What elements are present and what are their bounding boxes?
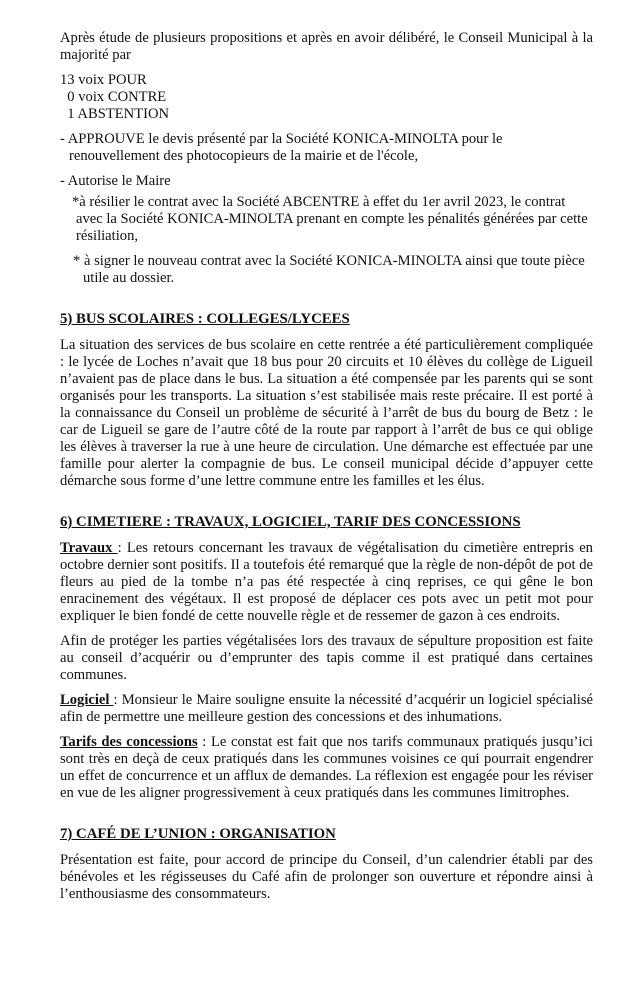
authorize-item: - Autorise le Maire [60,173,171,189]
section-5-heading: 5) BUS SCOLAIRES : COLLEGES/LYCEES [60,311,350,327]
authorize-subitem-resiliation: *à résilier le contrat avec la Société ABCENTRE à effet du 1er avril 2023, le contrat avec la Société KONICA-MINOLTA prenant en compte les pénalités générées par cette résiliation, [72,194,588,244]
vote-results [60,72,593,123]
vote-contre: 0 voix CONTRE [60,89,167,105]
section-5-text: La situation des services de bus scolaire en cette rentrée a été particulièrement compliquée : le lycée de Loches n’avait que 18 bus pour 20 circuits et 10 élèves du collège de Ligueil n’avaient pas de place dans le bus. La situation a été compensée par les parents qui se sont organisés pour les transports. La situation s’est stabilisée mais reste précaire. Il est porté à la connaissance du Conseil un problème de sécurité à l’arrêt de bus du bourg de Betz : le car de Ligueil se gare de l’autre côté de la route par rapport à l’arrêt de bus ce qui oblige les élèves à traverser la rue à une heure de circulation. Une démarche est effectuée par une famille pour alerter la compagnie de bus. Le conseil municipal décide d’appuyer cette démarche sous forme d’une lettre commune entre les familles et les élus. [60,337,593,489]
tarifs-text: : Le constat est fait que nos tarifs communaux pratiqués jusqu’ici sont très en deçà de ceux pratiqués dans les communes voisines ce qui pourrait engendrer un effet de concurrence et un afflux de demandes. La réflexion est engagée pour les réviser en vue de les aligner progressivement à ceux pratiqués dans les communes limitrophes. [60,734,593,801]
section-7-text: Présentation est faite, pour accord de principe du Conseil, d’un calendrier établi par des bénévoles et les régisseuses du Café afin de prolonger son ouverture et répondre ainsi à l’enthousiasme des consommateurs. [60,852,593,902]
document-page [60,30,593,903]
logiciel-paragraph [60,692,593,726]
authorize-subitem-signature: * à signer le nouveau contrat avec la Société KONICA-MINOLTA ainsi que toute pièce utile au dossier. [73,253,585,286]
travaux-label: Travaux [60,540,118,556]
logiciel-text: : Monsieur le Maire souligne ensuite la nécessité d’acquérir un logiciel spécialisé afin de permettre une meilleure gestion des concessions et des inhumations. [60,692,593,725]
tarifs-label: Tarifs des concessions [60,734,198,750]
approve-item: - APPROUVE le devis présenté par la Société KONICA-MINOLTA pour le renouvellement des photocopieurs de la mairie et de l'école, [60,131,503,164]
section-6-heading: 6) CIMETIERE : TRAVAUX, LOGICIEL, TARIF DES CONCESSIONS [60,514,521,530]
vote-pour: 13 voix POUR [60,72,147,88]
section-7-heading: 7) CAFÉ DE L’UNION : ORGANISATION [60,826,336,842]
tapis-paragraph: Afin de protéger les parties végétalisées lors des travaux de sépulture proposition est faite au conseil d’acquérir ou d’emprunter des tapis comme il est pratiqué dans certaines communes. [60,633,593,683]
travaux-text: : Les retours concernant les travaux de végétalisation du cimetière entrepris en octobre dernier sont positifs. Il a toutefois été remarqué que la règle de non-dépôt de pot de fleurs au pied de la tombe n’a pas été respectée à cinq reprises, ce qui gêne le bon enracinement des végétaux. Il est proposé de déplacer ces pots avec un petit mot pour expliquer le bien fondé de cette nouvelle règle et de ressemer de gazon à ces endroits. [60,540,593,624]
travaux-paragraph [60,540,593,625]
intro-paragraph: Après étude de plusieurs propositions et après en avoir délibéré, le Conseil Municipal à la majorité par [60,30,593,63]
logiciel-label: Logiciel [60,692,114,708]
vote-abstention: 1 ABSTENTION [60,106,170,122]
tarifs-paragraph [60,734,593,802]
